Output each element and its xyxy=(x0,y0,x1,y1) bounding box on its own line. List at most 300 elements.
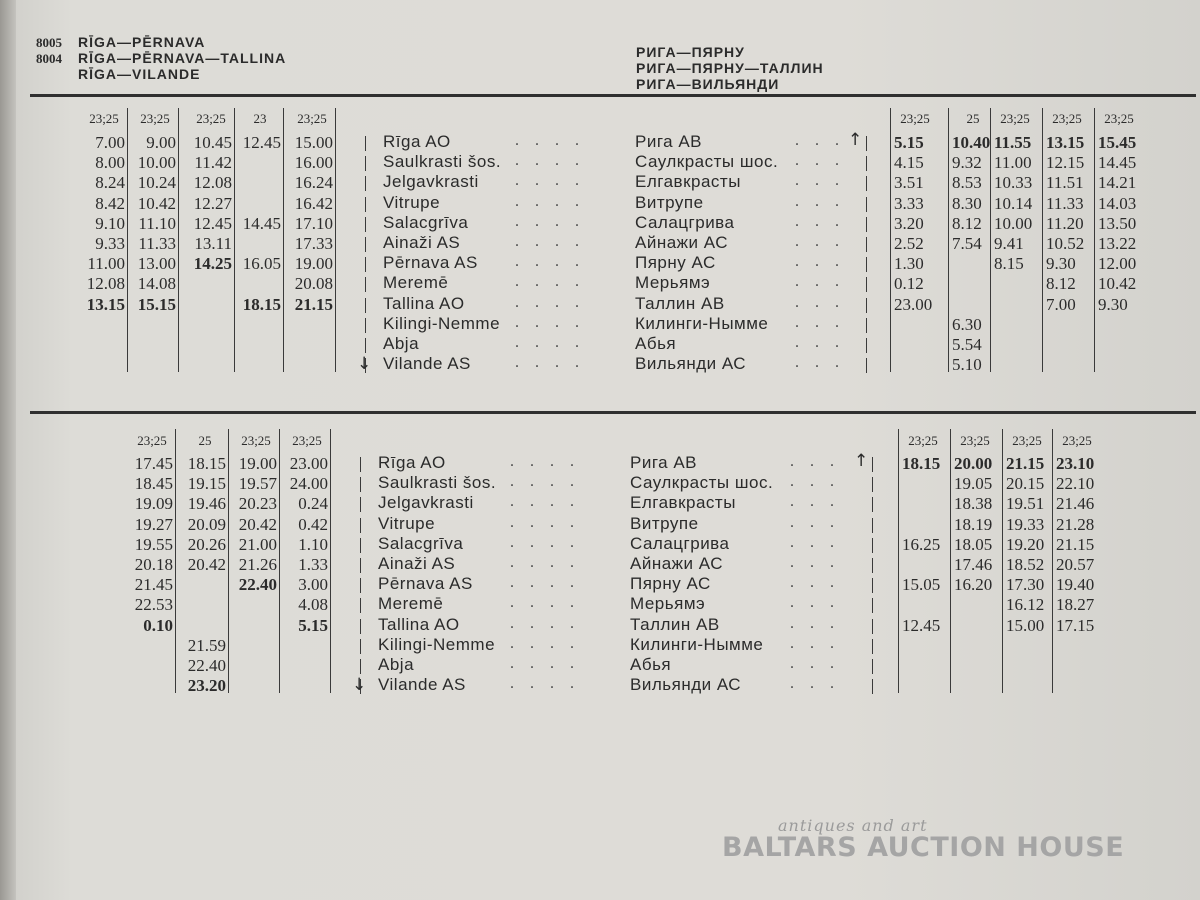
top-leader-dots: . . . . xyxy=(515,132,585,149)
bottom-left-days-header: 23;25 xyxy=(137,433,167,448)
route-title-cyrillic-1: РИГА—ПЯРНУ xyxy=(636,44,745,60)
bottom-left-time-cell: 18.15 xyxy=(187,454,226,473)
bottom-station-latin: Ainaži AS xyxy=(378,554,456,573)
bottom-station-bar xyxy=(872,518,873,533)
bottom-right-time-cell: 12.45 xyxy=(902,615,941,635)
bottom-left-time-cell: 21.00 xyxy=(238,534,277,554)
top-column-separator xyxy=(990,108,991,372)
top-left-time-cell: 8.24 xyxy=(95,173,125,193)
bottom-right-time-cell: 21.46 xyxy=(1056,494,1095,514)
top-station-bar xyxy=(365,176,366,191)
top-leader-dots: . . . . xyxy=(515,172,585,190)
top-left-time-cell: 16.05 xyxy=(242,254,281,274)
bottom-leader-dots: . . . . xyxy=(510,675,580,693)
top-station-cyrillic: Айнажи АС xyxy=(635,233,729,252)
top-left-time-cell: 17.10 xyxy=(294,213,333,233)
top-right-time-cell: 8.15 xyxy=(994,254,1024,274)
top-station-latin: Salacgrīva xyxy=(383,212,469,232)
bottom-station-bar xyxy=(360,518,361,533)
bottom-right-time-cell: 16.20 xyxy=(954,575,993,595)
bottom-right-time-cell: 19.40 xyxy=(1056,575,1095,595)
book-spine xyxy=(0,0,16,900)
bottom-right-time-cell: 20.00 xyxy=(954,454,993,473)
top-right-time-cell: 7.00 xyxy=(1046,294,1076,314)
route-title-latin-2: RĪGA—PĒRNAVA—TALLINA xyxy=(78,50,287,66)
bottom-station-cyrillic: Саулкрасты шос. xyxy=(630,473,774,493)
bottom-left-time-cell: 19.46 xyxy=(187,494,226,514)
top-station-bar xyxy=(365,277,366,292)
bottom-right-time-cell: 21.28 xyxy=(1056,514,1095,534)
top-left-time-cell: 17.33 xyxy=(294,234,333,253)
bottom-left-time-cell: 3.00 xyxy=(298,575,328,595)
top-station-latin: Vilande AS xyxy=(383,354,471,374)
bottom-leader-dots: . . . xyxy=(790,574,840,592)
top-station-bar xyxy=(866,338,867,353)
top-left-time-cell: 16.24 xyxy=(294,173,333,193)
bottom-leader-dots: . . . . xyxy=(510,533,580,551)
bottom-leader-dots: . . . xyxy=(790,675,840,693)
top-right-time-cell: 14.21 xyxy=(1098,173,1137,193)
bottom-leader-dots: . . . . xyxy=(510,655,580,672)
top-station-bar xyxy=(866,217,867,232)
top-station-bar xyxy=(365,237,366,252)
top-left-time-cell: 9.10 xyxy=(95,213,125,233)
bottom-station-cyrillic: Абья xyxy=(630,655,672,674)
bottom-station-bar xyxy=(872,679,873,694)
bottom-right-time-cell: 23.10 xyxy=(1056,454,1095,473)
bottom-station-cyrillic: Мерьямэ xyxy=(630,594,706,614)
bottom-right-days-header: 23;25 xyxy=(960,433,990,448)
bottom-leader-dots: . . . xyxy=(790,655,840,672)
watermark-tagline: antiques and art xyxy=(778,816,928,835)
top-right-time-cell: 8.53 xyxy=(952,173,982,193)
top-left-days-header: 23 xyxy=(253,111,267,126)
bottom-leader-dots: . . . . xyxy=(510,453,580,470)
bottom-leader-dots: . . . . xyxy=(510,614,580,632)
route-code-8005: 8005 xyxy=(36,35,62,50)
bottom-station-bar xyxy=(360,457,361,472)
bottom-right-time-cell: 22.10 xyxy=(1056,474,1095,494)
top-right-time-cell: 2.52 xyxy=(894,234,924,253)
bottom-left-time-cell: 20.26 xyxy=(187,534,226,554)
top-right-time-cell: 10.00 xyxy=(994,213,1033,233)
top-station-bar xyxy=(866,197,867,212)
top-right-days-header: 23;25 xyxy=(1104,111,1134,126)
top-leader-dots: . . . xyxy=(795,334,845,351)
top-leader-dots: . . . . xyxy=(515,233,585,250)
top-station-latin: Jelgavkrasti xyxy=(383,172,479,192)
bottom-left-time-cell: 19.57 xyxy=(238,474,277,494)
bottom-station-bar xyxy=(872,639,873,654)
bottom-station-latin: Tallina AO xyxy=(378,614,460,634)
top-left-time-cell: 8.00 xyxy=(95,153,125,173)
bottom-station-latin: Saulkrasti šos. xyxy=(378,473,497,493)
top-column-separator xyxy=(335,108,336,372)
bottom-station-cyrillic: Таллин АВ xyxy=(630,614,720,634)
bottom-left-time-cell: 19.27 xyxy=(134,514,173,534)
top-left-time-cell: 16.00 xyxy=(294,153,333,173)
bottom-right-time-cell: 18.19 xyxy=(954,514,993,534)
top-station-bar xyxy=(365,338,366,353)
top-left-time-cell: 15.15 xyxy=(137,294,176,314)
top-station-bar xyxy=(365,257,366,272)
bottom-left-time-cell: 0.42 xyxy=(298,514,328,534)
bottom-leader-dots: . . . . xyxy=(510,493,580,511)
top-left-time-cell: 11.00 xyxy=(87,254,125,274)
bottom-station-latin: Kilingi-Nemme xyxy=(378,634,496,654)
bottom-left-time-cell: 22.40 xyxy=(238,575,277,595)
bottom-right-time-cell: 21.15 xyxy=(1006,454,1045,473)
top-station-cyrillic: Вильянди АС xyxy=(635,354,747,374)
top-right-time-cell: 13.15 xyxy=(1046,133,1085,152)
top-left-time-cell: 13.00 xyxy=(137,254,176,274)
bottom-left-time-cell: 0.24 xyxy=(298,494,328,514)
bottom-right-time-cell: 19.51 xyxy=(1006,494,1045,514)
bottom-station-bar xyxy=(360,497,361,512)
top-right-time-cell: 3.51 xyxy=(894,173,924,193)
top-right-time-cell: 4.15 xyxy=(894,153,924,173)
top-left-days-header: 23;25 xyxy=(297,111,327,126)
bottom-column-separator xyxy=(950,429,951,693)
top-leader-dots: . . . xyxy=(795,354,845,372)
top-leader-dots: . . . xyxy=(795,253,845,271)
bottom-leader-dots: . . . . xyxy=(510,473,580,491)
bottom-left-time-cell: 0.10 xyxy=(143,615,173,635)
bottom-leader-dots: . . . xyxy=(790,533,840,551)
bottom-column-separator xyxy=(1052,429,1053,693)
bottom-right-time-cell: 19.33 xyxy=(1006,514,1045,534)
top-station-bar xyxy=(866,136,867,151)
top-left-time-cell: 16.42 xyxy=(294,193,333,213)
top-right-time-cell: 11.00 xyxy=(994,153,1032,173)
top-station-bar xyxy=(866,358,867,373)
bottom-left-time-cell: 20.42 xyxy=(187,555,226,574)
top-right-time-cell: 11.20 xyxy=(1046,213,1084,233)
bottom-station-cyrillic: Елгавкрасты xyxy=(630,493,736,513)
top-left-time-cell: 11.33 xyxy=(138,234,176,253)
bottom-leader-dots: . . . xyxy=(790,554,840,571)
bottom-station-bar xyxy=(872,659,873,674)
top-station-latin: Saulkrasti šos. xyxy=(383,152,502,172)
bottom-station-latin: Abja xyxy=(378,655,415,674)
bottom-station-cyrillic: Пярну АС xyxy=(630,574,711,594)
top-right-time-cell: 10.52 xyxy=(1046,234,1085,253)
bottom-station-latin: Pērnava AS xyxy=(378,574,473,594)
top-column-separator xyxy=(890,108,891,372)
bottom-leader-dots: . . . . xyxy=(510,554,580,571)
route-title-latin-3: RĪGA—VILANDE xyxy=(78,66,201,82)
bottom-station-latin: Meremē xyxy=(378,594,444,614)
bottom-left-time-cell: 21.26 xyxy=(238,555,277,574)
top-right-days-header: 25 xyxy=(966,111,980,126)
top-left-days-header: 23;25 xyxy=(140,111,170,126)
top-station-bar xyxy=(365,197,366,212)
top-left-time-cell: 12.08 xyxy=(86,274,125,294)
top-left-time-cell: 14.08 xyxy=(137,274,176,294)
top-leader-dots: . . . . xyxy=(515,313,585,331)
top-direction-arrow-down: ↓ xyxy=(357,354,372,375)
top-station-latin: Abja xyxy=(383,334,420,353)
top-right-time-cell: 10.40 xyxy=(952,133,991,152)
top-station-bar xyxy=(365,136,366,151)
bottom-leader-dots: . . . xyxy=(790,453,840,470)
top-left-time-cell: 21.15 xyxy=(294,294,333,314)
top-station-latin: Kilingi-Nemme xyxy=(383,313,501,333)
bottom-station-bar xyxy=(872,578,873,593)
bottom-left-time-cell: 22.40 xyxy=(187,656,226,675)
top-right-days-header: 23;25 xyxy=(1052,111,1082,126)
bottom-station-bar xyxy=(360,538,361,553)
top-left-time-cell: 8.42 xyxy=(95,193,125,213)
bottom-station-bar xyxy=(360,659,361,674)
top-leader-dots: . . . . xyxy=(515,334,585,351)
top-station-cyrillic: Салацгрива xyxy=(635,212,735,232)
top-leader-dots: . . . xyxy=(795,152,845,170)
bottom-left-time-cell: 1.10 xyxy=(298,534,328,554)
watermark-logo: BALTARS AUCTION HOUSE xyxy=(722,832,1125,863)
top-leader-dots: . . . . xyxy=(515,152,585,170)
top-station-cyrillic: Саулкрасты шос. xyxy=(635,152,779,172)
top-left-time-cell: 13.15 xyxy=(86,294,125,314)
bottom-section-rule xyxy=(30,411,1196,414)
bottom-left-days-header: 23;25 xyxy=(292,433,322,448)
bottom-left-time-cell: 22.53 xyxy=(134,595,173,615)
bottom-column-separator xyxy=(898,429,899,693)
top-left-time-cell: 20.08 xyxy=(294,274,333,294)
bottom-leader-dots: . . . xyxy=(790,614,840,632)
bottom-station-latin: Vilande AS xyxy=(378,675,466,695)
top-station-cyrillic: Витрупе xyxy=(635,192,704,212)
top-right-time-cell: 9.41 xyxy=(994,234,1024,253)
bottom-station-cyrillic: Айнажи АС xyxy=(630,554,724,573)
bottom-leader-dots: . . . xyxy=(790,594,840,612)
bottom-left-time-cell: 23.00 xyxy=(289,454,328,473)
route-code-8004: 8004 xyxy=(36,51,62,66)
top-leader-dots: . . . . xyxy=(515,273,585,291)
bottom-right-time-cell: 20.15 xyxy=(1006,474,1045,494)
bottom-left-time-cell: 20.42 xyxy=(238,514,277,534)
bottom-station-latin: Jelgavkrasti xyxy=(378,493,474,513)
top-right-time-cell: 14.03 xyxy=(1098,193,1137,213)
bottom-left-time-cell: 19.55 xyxy=(134,534,173,554)
bottom-station-bar xyxy=(872,619,873,634)
top-right-time-cell: 8.12 xyxy=(952,213,982,233)
top-right-time-cell: 9.32 xyxy=(952,153,982,173)
top-leader-dots: . . . xyxy=(795,132,845,149)
top-right-time-cell: 23.00 xyxy=(894,294,933,314)
top-right-time-cell: 11.55 xyxy=(994,133,1032,152)
top-right-time-cell: 7.54 xyxy=(952,234,982,253)
bottom-station-bar xyxy=(360,639,361,654)
bottom-station-bar xyxy=(872,497,873,512)
top-station-bar xyxy=(365,156,366,171)
top-left-time-cell: 13.11 xyxy=(194,234,232,253)
top-right-days-header: 23;25 xyxy=(1000,111,1030,126)
top-station-cyrillic: Мерьямэ xyxy=(635,273,711,293)
bottom-left-days-header: 25 xyxy=(198,433,212,448)
top-station-bar xyxy=(365,217,366,232)
bottom-right-time-cell: 21.15 xyxy=(1056,534,1095,554)
top-station-bar xyxy=(866,318,867,333)
bottom-station-bar xyxy=(360,619,361,634)
bottom-right-time-cell: 15.05 xyxy=(902,575,941,595)
bottom-leader-dots: . . . . xyxy=(510,634,580,652)
top-right-time-cell: 14.45 xyxy=(1098,153,1137,173)
bottom-station-cyrillic: Килинги-Нымме xyxy=(630,634,764,654)
top-station-cyrillic: Пярну АС xyxy=(635,253,716,273)
top-station-latin: Ainaži AS xyxy=(383,233,461,252)
bottom-left-time-cell: 4.08 xyxy=(298,595,328,615)
bottom-left-time-cell: 19.00 xyxy=(238,454,277,473)
bottom-station-latin: Rīga AO xyxy=(378,453,446,472)
bottom-station-bar xyxy=(360,578,361,593)
top-left-days-header: 23;25 xyxy=(196,111,226,126)
top-right-time-cell: 6.30 xyxy=(952,314,982,334)
top-station-bar xyxy=(365,298,366,313)
route-title-cyrillic-3: РИГА—ВИЛЬЯНДИ xyxy=(636,76,780,92)
top-right-time-cell: 15.45 xyxy=(1098,133,1137,152)
bottom-left-time-cell: 21.59 xyxy=(187,635,226,655)
bottom-left-time-cell: 20.18 xyxy=(134,555,173,574)
bottom-station-bar xyxy=(872,457,873,472)
top-column-separator xyxy=(1094,108,1095,372)
top-right-time-cell: 13.50 xyxy=(1098,213,1137,233)
bottom-station-bar xyxy=(360,477,361,492)
top-left-time-cell: 12.27 xyxy=(193,193,232,213)
bottom-leader-dots: . . . xyxy=(790,513,840,531)
top-left-time-cell: 10.24 xyxy=(137,173,176,193)
bottom-station-bar xyxy=(360,558,361,573)
top-station-bar xyxy=(866,298,867,313)
top-right-time-cell: 10.33 xyxy=(994,173,1033,193)
top-leader-dots: . . . xyxy=(795,233,845,250)
bottom-station-bar xyxy=(872,598,873,613)
bottom-right-time-cell: 16.12 xyxy=(1006,595,1045,615)
top-station-latin: Pērnava AS xyxy=(383,253,478,273)
top-left-time-cell: 14.45 xyxy=(242,213,281,233)
bottom-right-time-cell: 19.05 xyxy=(954,474,993,494)
top-leader-dots: . . . . xyxy=(515,212,585,230)
bottom-right-time-cell: 16.25 xyxy=(902,534,941,554)
top-right-time-cell: 0.12 xyxy=(894,274,924,294)
bottom-left-time-cell: 18.45 xyxy=(134,474,173,494)
top-leader-dots: . . . . xyxy=(515,253,585,271)
top-leader-dots: . . . xyxy=(795,212,845,230)
bottom-right-time-cell: 19.20 xyxy=(1006,534,1045,554)
top-right-time-cell: 11.51 xyxy=(1046,173,1084,193)
bottom-leader-dots: . . . xyxy=(790,634,840,652)
top-station-bar xyxy=(866,237,867,252)
top-right-time-cell: 1.30 xyxy=(894,254,924,274)
top-left-time-cell: 15.00 xyxy=(294,133,333,152)
top-station-cyrillic: Абья xyxy=(635,334,677,353)
top-left-time-cell: 9.33 xyxy=(95,234,125,253)
top-leader-dots: . . . xyxy=(795,293,845,311)
top-leader-dots: . . . . xyxy=(515,293,585,311)
top-right-time-cell: 5.15 xyxy=(894,133,924,152)
bottom-left-time-cell: 20.09 xyxy=(187,514,226,534)
bottom-station-latin: Salacgrīva xyxy=(378,533,464,553)
top-station-latin: Vitrupe xyxy=(383,192,441,212)
top-direction-arrow-up: ↑ xyxy=(848,130,863,150)
bottom-station-bar xyxy=(872,558,873,573)
top-left-time-cell: 12.08 xyxy=(193,173,232,193)
top-leader-dots: . . . . xyxy=(515,354,585,372)
top-right-time-cell: 11.33 xyxy=(1046,193,1084,213)
top-left-time-cell: 18.15 xyxy=(242,294,281,314)
top-right-time-cell: 3.33 xyxy=(894,193,924,213)
bottom-right-time-cell: 17.46 xyxy=(954,555,993,574)
top-station-cyrillic: Рига АВ xyxy=(635,132,703,151)
bottom-right-days-header: 23;25 xyxy=(1012,433,1042,448)
top-right-time-cell: 8.30 xyxy=(952,193,982,213)
bottom-direction-arrow-down: ↓ xyxy=(352,675,367,696)
top-leader-dots: . . . xyxy=(795,273,845,291)
bottom-direction-arrow-up: ↑ xyxy=(854,451,869,471)
bottom-right-time-cell: 18.27 xyxy=(1056,595,1095,615)
top-right-time-cell: 3.20 xyxy=(894,213,924,233)
top-column-separator xyxy=(948,108,949,372)
top-right-time-cell: 9.30 xyxy=(1046,254,1076,274)
bottom-station-bar xyxy=(360,598,361,613)
top-left-time-cell: 11.42 xyxy=(194,153,232,173)
top-left-time-cell: 14.25 xyxy=(193,254,232,274)
bottom-station-bar xyxy=(872,477,873,492)
top-station-latin: Meremē xyxy=(383,273,449,293)
top-station-bar xyxy=(866,277,867,292)
top-station-latin: Rīga AO xyxy=(383,132,451,151)
bottom-leader-dots: . . . xyxy=(790,493,840,511)
bottom-right-time-cell: 18.05 xyxy=(954,534,993,554)
top-station-bar xyxy=(866,176,867,191)
bottom-right-days-header: 23;25 xyxy=(1062,433,1092,448)
top-leader-dots: . . . xyxy=(795,172,845,190)
route-title-latin-1: RĪGA—PĒRNAVA xyxy=(78,34,206,50)
bottom-left-time-cell: 5.15 xyxy=(298,615,328,635)
top-right-time-cell: 5.54 xyxy=(952,335,982,354)
top-left-time-cell: 10.00 xyxy=(137,153,176,173)
bottom-station-cyrillic: Салацгрива xyxy=(630,533,730,553)
top-right-time-cell: 10.42 xyxy=(1098,274,1137,294)
top-right-days-header: 23;25 xyxy=(900,111,930,126)
bottom-left-time-cell: 1.33 xyxy=(298,555,328,574)
bottom-right-time-cell: 17.15 xyxy=(1056,615,1095,635)
bottom-station-cyrillic: Вильянди АС xyxy=(630,675,742,695)
top-column-separator xyxy=(1042,108,1043,372)
bottom-right-time-cell: 18.38 xyxy=(954,494,993,514)
bottom-leader-dots: . . . . xyxy=(510,574,580,592)
top-left-time-cell: 12.45 xyxy=(242,133,281,152)
top-left-time-cell: 7.00 xyxy=(95,133,125,152)
bottom-left-time-cell: 19.15 xyxy=(187,474,226,494)
bottom-station-cyrillic: Рига АВ xyxy=(630,453,698,472)
bottom-left-days-header: 23;25 xyxy=(241,433,271,448)
top-station-cyrillic: Таллин АВ xyxy=(635,293,725,313)
bottom-column-separator xyxy=(330,429,331,693)
top-station-cyrillic: Килинги-Нымме xyxy=(635,313,769,333)
top-right-time-cell: 8.12 xyxy=(1046,274,1076,294)
top-left-time-cell: 12.45 xyxy=(193,213,232,233)
bottom-station-cyrillic: Витрупе xyxy=(630,513,699,533)
top-leader-dots: . . . xyxy=(795,192,845,210)
top-station-cyrillic: Елгавкрасты xyxy=(635,172,741,192)
bottom-right-time-cell: 18.15 xyxy=(902,454,941,473)
route-title-cyrillic-2: РИГА—ПЯРНУ—ТАЛЛИН xyxy=(636,60,824,76)
top-leader-dots: . . . xyxy=(795,313,845,331)
top-left-days-header: 23;25 xyxy=(89,111,119,126)
bottom-left-time-cell: 24.00 xyxy=(289,474,328,494)
top-section-rule xyxy=(30,94,1196,97)
